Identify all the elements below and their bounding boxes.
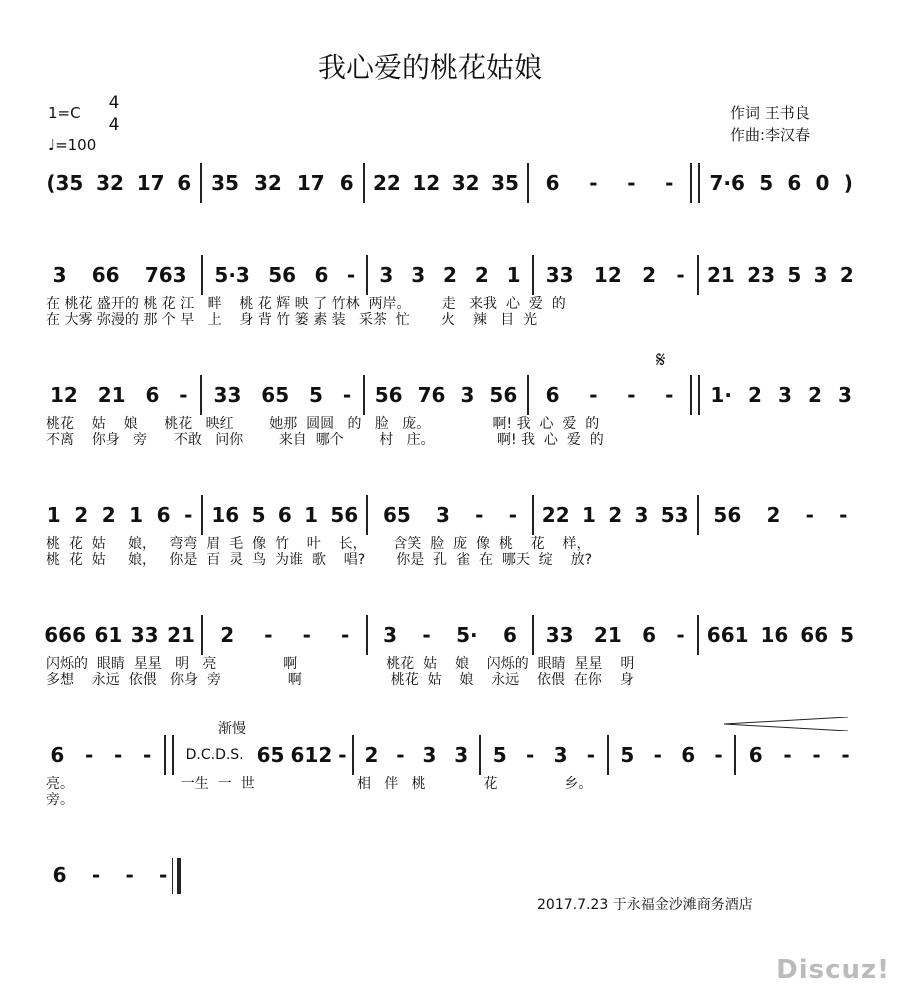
barline	[697, 255, 699, 295]
time-sig-bottom: 4	[108, 115, 120, 135]
measure	[701, 258, 860, 292]
note: 3	[379, 263, 394, 287]
note: 5	[620, 743, 635, 767]
note: 5	[309, 383, 323, 407]
lyrics-verse-2: 桃 花 姑 娘， 你是 百 灵 鸟 为谁 歌 唱? 你是 孔 雀 在 哪天 绽 放?	[46, 552, 593, 568]
note: 33	[213, 383, 242, 407]
repeat-barline	[690, 163, 700, 203]
measure	[356, 738, 478, 772]
key-signature: 1=C	[48, 104, 81, 122]
note: 6	[52, 863, 67, 887]
note: 3	[411, 263, 426, 287]
system-7	[40, 858, 180, 892]
note: -	[783, 743, 792, 767]
lyrics-verse-2: 旁。	[46, 792, 74, 808]
note: 3	[52, 263, 67, 287]
note: 6	[502, 623, 517, 647]
time-signature	[104, 92, 124, 136]
system-4	[40, 498, 860, 568]
barline	[479, 735, 481, 775]
note: 5·	[456, 623, 478, 647]
note: 3	[436, 503, 450, 527]
final-barline	[172, 858, 181, 894]
note: 5	[840, 623, 854, 647]
note: 3	[460, 383, 475, 407]
note: -	[84, 743, 94, 767]
note: 2	[474, 263, 489, 287]
note: 56	[713, 503, 742, 527]
note: -	[839, 503, 848, 527]
note: 12	[49, 383, 78, 407]
barline	[201, 615, 203, 655]
note: -	[665, 171, 674, 195]
barline	[200, 375, 202, 415]
note: -	[589, 171, 598, 195]
note: 2	[642, 263, 656, 287]
note: 6	[177, 171, 192, 195]
note: 661	[706, 623, 749, 647]
measure	[483, 738, 605, 772]
note: 33	[130, 623, 159, 647]
note: -	[341, 623, 350, 647]
barline	[363, 163, 365, 203]
time-sig-top: 4	[108, 93, 120, 113]
note: 21	[706, 263, 735, 287]
note: 2	[364, 743, 379, 767]
note: -	[125, 863, 134, 887]
crescendo-hairpin	[724, 716, 848, 730]
measure	[205, 498, 364, 532]
system-6	[40, 738, 860, 808]
note: 2	[220, 623, 235, 647]
note: 6	[156, 503, 171, 527]
note: 32	[451, 171, 480, 195]
lyrics-verse-1: 亮。 一生 一 世 相 伴 桃 花 乡。	[46, 776, 593, 792]
note: 3	[838, 383, 852, 407]
note: -	[142, 743, 152, 767]
note: -	[179, 383, 188, 407]
measure	[205, 618, 364, 652]
note: 3	[454, 743, 469, 767]
note: 6	[339, 171, 354, 195]
note: 2	[839, 263, 854, 287]
note: 16	[760, 623, 789, 647]
system-1	[40, 166, 860, 200]
note: 23	[747, 263, 776, 287]
notes-line	[40, 738, 860, 772]
note: 16	[211, 503, 240, 527]
note: -	[665, 383, 674, 407]
note: 6	[314, 263, 329, 287]
measure	[370, 498, 529, 532]
note: -	[342, 383, 352, 407]
note: -	[475, 503, 484, 527]
note: -	[841, 743, 850, 767]
note: 22	[372, 171, 401, 195]
note: -	[302, 623, 311, 647]
note: 17	[296, 171, 325, 195]
system-3	[40, 378, 860, 448]
measure	[205, 258, 364, 292]
barline	[532, 255, 534, 295]
ritardando-mark: 渐慢	[218, 721, 246, 737]
note: 3	[383, 623, 398, 647]
note: -	[676, 263, 685, 287]
measure	[531, 378, 689, 412]
note: 32	[253, 171, 282, 195]
tempo-marking: ♩=100	[48, 136, 97, 154]
note: 65	[383, 503, 411, 527]
note: 7·6	[709, 171, 745, 195]
hairpin-icon	[724, 717, 848, 731]
note: -	[346, 263, 356, 287]
measure	[367, 166, 525, 200]
note: 1	[46, 503, 61, 527]
note: 5	[492, 743, 507, 767]
measure	[40, 618, 199, 652]
system-2	[40, 258, 860, 328]
note: 2	[766, 503, 781, 527]
note: 33	[545, 623, 574, 647]
notes-line	[40, 258, 860, 292]
note: 12	[593, 263, 622, 287]
note: 12	[412, 171, 441, 195]
note: 1	[304, 503, 319, 527]
notes-line	[40, 498, 860, 532]
note: -	[396, 743, 405, 767]
note: 21	[97, 383, 126, 407]
note: -	[676, 623, 685, 647]
note: 0	[815, 171, 830, 195]
note: 666	[44, 623, 86, 647]
barline	[366, 615, 368, 655]
barline	[697, 615, 699, 655]
note: 32	[96, 171, 124, 195]
measure	[40, 258, 199, 292]
note: 6	[145, 383, 160, 407]
note: 35	[491, 171, 519, 195]
note: 6	[681, 743, 696, 767]
note: 763	[144, 263, 187, 287]
barline	[527, 375, 529, 415]
note: 22	[541, 503, 570, 527]
note: 53	[660, 503, 689, 527]
note: 1	[581, 503, 596, 527]
credits	[730, 102, 810, 146]
barline	[697, 495, 699, 535]
note: -	[422, 623, 431, 647]
lyrics-verse-1: 桃花 姑 娘 桃花 映红 她那 圆圆 的 脸 庞。 啊! 我 心 爱 的	[46, 416, 600, 432]
barline	[532, 615, 534, 655]
notes-line	[40, 858, 180, 892]
note: -	[714, 743, 723, 767]
note: -	[184, 503, 193, 527]
lyrics-verse-1: 在 桃花 盛开的 桃 花 江 畔 桃 花 辉 映 了 竹林 两岸。 走 来我 心 爱 的	[46, 296, 566, 312]
measure	[531, 166, 689, 200]
note: 56	[374, 383, 403, 407]
note: 21	[167, 623, 195, 647]
measure	[40, 858, 180, 892]
measure	[536, 258, 695, 292]
lyrics-verse-1: 闪烁的 眼睛 星星 明 亮 啊 桃花 姑 娘 闪烁的 眼睛 星星 明	[46, 656, 635, 672]
note: 5·3	[214, 263, 250, 287]
repeat-barline	[164, 735, 174, 775]
note: 5	[251, 503, 266, 527]
note: 21	[593, 623, 622, 647]
barline	[201, 495, 203, 535]
note: 17	[136, 171, 165, 195]
note: 2	[74, 503, 89, 527]
note: -	[812, 743, 821, 767]
note: 5	[759, 171, 774, 195]
system-5	[40, 618, 860, 688]
note: 6	[642, 623, 656, 647]
dcds-mark: D.C.D.S.	[185, 747, 244, 763]
note: 2	[808, 383, 822, 407]
note: 6	[748, 743, 763, 767]
note: 6	[545, 171, 560, 195]
note: -	[586, 743, 596, 767]
note: 1	[129, 503, 144, 527]
note: -	[264, 623, 273, 647]
barline	[363, 375, 365, 415]
measure	[40, 378, 198, 412]
page-title: 我心爱的桃花姑娘	[317, 51, 542, 84]
note: -	[508, 503, 517, 527]
note: 3	[778, 383, 792, 407]
note: 2	[101, 503, 116, 527]
watermark-logo: Discuz!	[776, 955, 890, 985]
note: 6	[545, 383, 560, 407]
footer-note: 2017.7.23 于永福金沙滩商务酒店	[537, 897, 753, 913]
measure	[611, 738, 733, 772]
measure	[204, 378, 362, 412]
barline	[532, 495, 534, 535]
note: 2	[443, 263, 457, 287]
barline	[527, 163, 529, 203]
note: 1·	[710, 383, 732, 407]
note: 65	[261, 383, 290, 407]
measure	[738, 738, 860, 772]
note: 56	[268, 263, 297, 287]
note: 66	[800, 623, 829, 647]
lyrics-verse-2: 不离 你身 旁 不敢 问你 来自 哪个 村 庄。 啊! 我 心 爱 的	[46, 432, 604, 448]
barline	[607, 735, 609, 775]
note: 2	[608, 503, 623, 527]
measure	[702, 378, 860, 412]
measure	[40, 498, 199, 532]
note: 3	[634, 503, 649, 527]
note: 76	[417, 383, 446, 407]
barline	[366, 255, 368, 295]
measure	[536, 498, 695, 532]
measure	[536, 618, 695, 652]
lyricist: 作词 王书良	[730, 104, 810, 122]
note: -	[805, 503, 814, 527]
barline	[352, 735, 354, 775]
measure	[40, 166, 198, 200]
note: 3	[813, 263, 828, 287]
lyrics-verse-2: 多想 永远 依偎 你身 旁 啊 桃花 姑 娘 永远 依偎 在你 身	[46, 672, 634, 688]
note: -	[91, 863, 101, 887]
segno-icon: 𝄋	[656, 348, 666, 373]
measure	[204, 166, 362, 200]
barline	[734, 735, 736, 775]
note: (35	[46, 171, 84, 195]
lyrics-verse-2: 在 大雾 弥漫的 那 个 早 上 身 背 竹 篓 素 装 采茶 忙 火 辣 目 光	[46, 312, 538, 328]
note: 3	[553, 743, 568, 767]
measure	[701, 618, 860, 652]
note: 66	[91, 263, 120, 287]
note: 612	[290, 743, 333, 767]
note: -	[653, 743, 662, 767]
note: 56	[330, 503, 359, 527]
repeat-barline	[690, 375, 700, 415]
note: 33	[545, 263, 574, 287]
note: -	[589, 383, 598, 407]
note: 6	[787, 171, 802, 195]
measure	[701, 498, 860, 532]
measure	[176, 738, 350, 772]
composer: 作曲:李汉春	[730, 126, 811, 144]
note: 65	[256, 743, 285, 767]
note: 61	[94, 623, 123, 647]
note: 35	[211, 171, 239, 195]
note: -	[526, 743, 535, 767]
note: -	[338, 743, 347, 767]
notes-line	[40, 166, 860, 200]
note: 1	[506, 263, 521, 287]
note: )	[843, 171, 853, 195]
measure	[40, 738, 162, 772]
measure	[367, 378, 525, 412]
note: -	[113, 743, 123, 767]
barline	[200, 163, 202, 203]
barline	[201, 255, 203, 295]
notes-line	[40, 618, 860, 652]
barline	[366, 495, 368, 535]
note: 6	[277, 503, 292, 527]
measure	[702, 166, 860, 200]
note: 5	[787, 263, 802, 287]
lyrics-verse-1: 桃 花 姑 娘， 弯弯 眉 毛 像 竹 叶 长， 含笑 脸 庞 像 桃 花 样，	[46, 536, 591, 552]
notes-line	[40, 378, 860, 412]
measure	[370, 258, 529, 292]
measure	[370, 618, 529, 652]
note: 56	[489, 383, 518, 407]
note: 2	[748, 383, 762, 407]
note: 6	[50, 743, 65, 767]
note: -	[627, 383, 636, 407]
note: -	[627, 171, 636, 195]
note: -	[159, 863, 168, 887]
note: 3	[422, 743, 437, 767]
